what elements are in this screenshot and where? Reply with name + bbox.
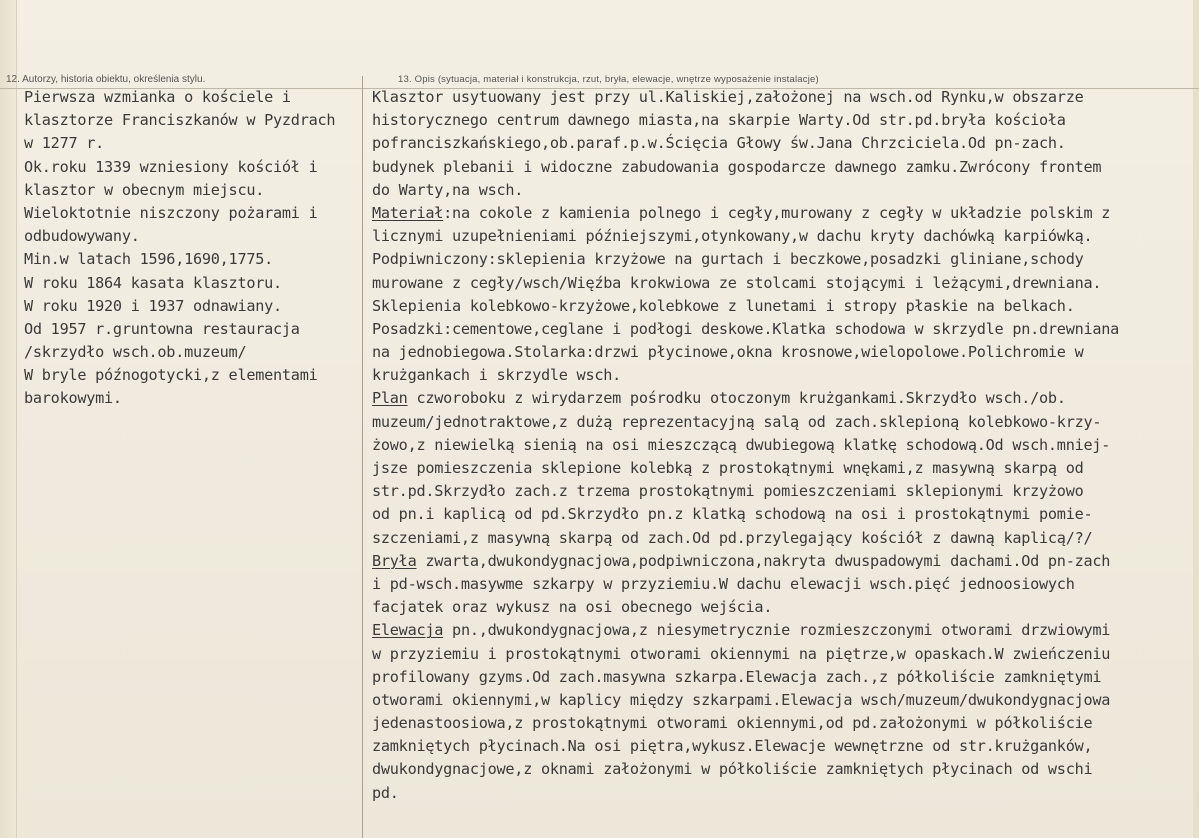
description-line-text: do Warty,na wsch.	[372, 180, 524, 199]
section-lead-word: Materiał	[372, 203, 444, 222]
section-lead-word: Elewacja	[372, 621, 444, 640]
description-line-text: jsze pomieszczenia sklepione kolebką z prostokątnymi wnękami,z masywną skarpą od	[372, 459, 1084, 477]
history-line: /skrzydło wsch.ob.muzeum/	[24, 343, 247, 362]
description-line	[372, 179, 1196, 202]
description-line-text: na jednobiegowa.Stolarka:drzwi płycinowe,okna krosnowe,wielopolowe.Polichromie w	[372, 343, 1084, 362]
description-line	[372, 341, 1196, 364]
history-line: Ok.roku 1339 wzniesiony kościół i	[24, 157, 318, 176]
description-line-text: muzeum/jednotraktowe,z dużą reprezentacyjną salą od zach.sklepioną kolebkowo-krzy-	[372, 412, 1102, 431]
description-line-text: licznymi uzupełnieniami późniejszymi,otynkowany,w dachu kryty dachówką karpiówką.	[372, 227, 1093, 246]
description-line-text: pofranciszkańskiego,ob.paraf.p.w.Ścięcia Głowy św.Jana Chrzciciela.Od pn-zach.	[372, 134, 1066, 153]
history-line: Min.w latach 1596,1690,1775.	[24, 250, 274, 269]
history-line: klasztorze Franciszkanów w Pyzdrach	[24, 111, 336, 130]
description-line	[372, 666, 1196, 689]
description-line-text: facjatek oraz wykusz na osi obecnego wejścia.	[372, 598, 773, 617]
description-line	[372, 295, 1196, 318]
history-line: W roku 1864 kasata klasztoru.	[24, 273, 282, 292]
description-line	[372, 550, 1196, 573]
description-line	[372, 225, 1196, 248]
description-line	[372, 689, 1196, 712]
description-line-text: pd.	[372, 783, 399, 802]
history-line: W roku 1920 i 1937 odnawiany.	[24, 296, 282, 315]
description-line	[372, 202, 1196, 225]
description-line	[372, 573, 1196, 596]
description-line-text: otworami okiennymi,w kaplicy między szkarpami.Elewacja wsch/muzeum/dwukondygnacjowa	[372, 690, 1111, 709]
description-line-text: dwukondygnacjowe,z oknami założonymi w półkoliście zamkniętych płycinach od wschi	[372, 760, 1093, 779]
history-line: Od 1957 r.gruntowna restauracja	[24, 319, 300, 338]
description-line-text: zamkniętych płycinach.Na osi piętra,wykusz.Elewacje wewnętrzne od str.krużganków,	[372, 737, 1093, 756]
description-line-text: i pd-wsch.masywme szkarpy w przyziemiu.W dachu elewacji wsch.pięć jednoosiowych	[372, 574, 1075, 593]
description-line-text: historycznego centrum dawnego miasta,na skarpie Warty.Od str.pd.bryła kościoła	[372, 111, 1066, 130]
description-line-text: Podpiwniczony:sklepienia krzyżowe na gurtach i beczkowe,posadzki gliniane,schody	[372, 250, 1084, 269]
description-line-text: pn.,dwukondygnacjowa,z niesymetrycznie rozmieszczonymi otworami drzwiowymi	[443, 621, 1111, 640]
description-line	[372, 411, 1196, 434]
column-divider	[362, 76, 363, 838]
history-line: W bryle późnogotycki,z elementami	[24, 366, 318, 385]
description-line	[372, 318, 1196, 341]
description-line	[372, 132, 1196, 155]
description-line-text: Posadzki:cementowe,ceglane i podłogi deskowe.Klatka schodowa w skrzydle pn.drewniana	[372, 319, 1120, 338]
description-line	[372, 758, 1196, 781]
description-line-text: jedenastoosiowa,z prostokątnymi otworami okiennymi,od pd.założonymi w półkoliście	[372, 714, 1093, 733]
description-line-text: :na cokole z kamienia polnego i cegły,murowany z cegły w układzie polskim z	[443, 203, 1111, 222]
description-line-text: str.pd.Skrzydło zach.z trzema prostokątnymi pomieszczeniami sklepionymi krzyżowo	[372, 482, 1084, 501]
description-line-text: profilowany gzyms.Od zach.masywna szkarpa.Elewacja zach.,z półkoliście zamkniętymi	[372, 667, 1102, 686]
description-line	[372, 643, 1196, 666]
description-line	[372, 248, 1196, 271]
description-column	[372, 86, 1196, 805]
section-lead-word: Bryła	[372, 551, 417, 570]
description-line	[372, 503, 1196, 526]
description-line	[372, 272, 1196, 295]
history-line: odbudowywany.	[24, 227, 140, 246]
history-line: barokowymi.	[24, 389, 122, 408]
page-left-edge	[0, 0, 17, 838]
description-line	[372, 712, 1196, 735]
description-line-text: Klasztor usytuowany jest przy ul.Kaliskiej,założonej na wsch.od Rynku,w obszarze	[372, 88, 1084, 106]
history-line: klasztor w obecnym miejscu.	[24, 180, 265, 199]
description-line-text: czworoboku z wirydarzem pośrodku otoczonym krużgankami.Skrzydło wsch./ob.	[407, 389, 1066, 408]
description-line	[372, 156, 1196, 179]
description-line-text: żowo,z niewielką sienią na osi mieszczącą dwubiegową klatkę schodową.Od wsch.mniej-	[372, 435, 1111, 454]
description-line	[372, 619, 1196, 642]
history-column	[24, 86, 360, 411]
description-line	[372, 480, 1196, 503]
history-line: Wieloktotnie niszczony pożarami i	[24, 203, 318, 222]
history-line: w 1277 r.	[24, 134, 105, 153]
description-line	[372, 109, 1196, 132]
description-line	[372, 596, 1196, 619]
description-line-text: od pn.i kaplicą od pd.Skrzydło pn.z klatką schodową na osi i prostokątnymi pomie-	[372, 505, 1093, 524]
section-lead-word: Plan	[372, 389, 408, 408]
description-line-text: w przyziemiu i prostokątnymi otworami okiennymi na piętrze,w opaskach.W zwieńczeniu	[372, 644, 1111, 663]
description-line	[372, 434, 1196, 457]
description-line	[372, 387, 1196, 410]
description-line-text: szczeniami,z masywną skarpą od zach.Od pd.przylegający kościół z dawną kaplicą/?/	[372, 528, 1093, 547]
description-line	[372, 457, 1196, 480]
description-line-text: zwarta,dwukondygnacjowa,podpiwniczona,nakryta dwuspadowymi dachami.Od pn-zach	[416, 551, 1111, 570]
description-line-text: budynek plebanii i widoczne zabudowania gospodarcze dawnego zamku.Zwrócony frontem	[372, 157, 1102, 176]
section-13-header: 13. Opis (sytuacja, materiał i konstrukcja, rzut, bryła, elewacje, wnętrze wyposażenie instalacje)	[398, 74, 819, 85]
section-12-header: 12. Autorzy, historia obiektu, określenia stylu.	[6, 74, 206, 85]
description-line-text: Sklepienia kolebkowo-krzyżowe,kolebkowe z lunetami i stropy płaskie na belkach.	[372, 296, 1075, 315]
description-line	[372, 782, 1196, 805]
history-line: Pierwsza wzmianka o kościele i	[24, 88, 291, 106]
description-line	[372, 527, 1196, 550]
description-line-text: murowane z cegły/wsch/Więźba krokwiowa ze stolcami stojącymi i leżącymi,drewniana.	[372, 273, 1102, 292]
description-line	[372, 364, 1196, 387]
description-line	[372, 86, 1196, 109]
description-line-text: krużgankach i skrzydle wsch.	[372, 366, 622, 385]
description-line	[372, 735, 1196, 758]
